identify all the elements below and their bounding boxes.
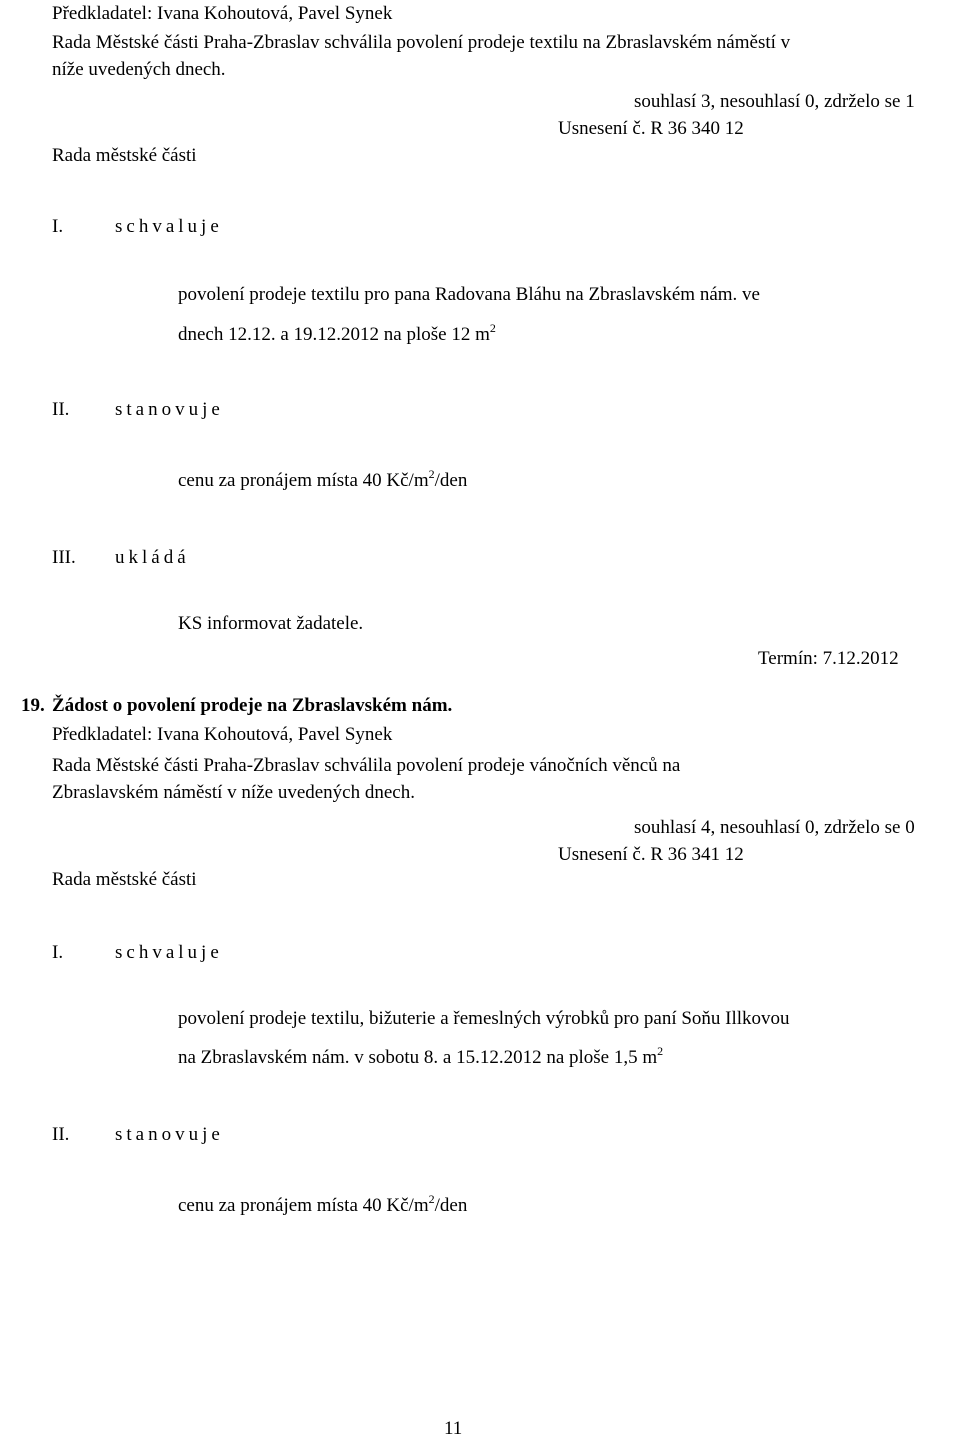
deadline: Termín: 7.12.2012 [758, 648, 899, 669]
section-number: III. [52, 547, 76, 568]
vote-result: souhlasí 3, nesouhlasí 0, zdrželo se 1 [634, 91, 915, 112]
council-label: Rada městské části [52, 869, 197, 890]
page-number: 11 [444, 1418, 463, 1439]
section-text: na Zbraslavském nám. v sobotu 8. a 15.12.2012 na ploše 1,5 $m^2$ [178, 1044, 664, 1068]
resolution-number: Usnesení č. R 36 341 12 [558, 844, 744, 865]
section-text: KS informovat žadatele. [178, 613, 364, 634]
proposer: Předkladatel: Ivana Kohoutová, Pavel Synek [52, 724, 393, 745]
item-number: 19. [21, 695, 45, 716]
section-verb: stanovuje [115, 1124, 224, 1145]
section-number: II. [52, 399, 70, 420]
intro-text-line: Zbraslavském náměstí v níže uvedených dnech. [52, 782, 415, 803]
section-text: dnech 12.12. a 19.12.2012 na ploše 12 $m^2$ [178, 321, 496, 345]
intro-text-line: Rada Městské části Praha-Zbraslav schválila povolení prodeje vánočních věnců na [52, 755, 681, 776]
section-number: I. [52, 942, 64, 963]
item-title: Žádost o povolení prodeje na Zbraslavském nám. [52, 695, 453, 716]
intro-text-line: níže uvedených dnech. [52, 59, 226, 80]
section-verb: ukládá [115, 547, 190, 568]
vote-result: souhlasí 4, nesouhlasí 0, zdrželo se 0 [634, 817, 915, 838]
section-verb: stanovuje [115, 399, 224, 420]
proposer: Předkladatel: Ivana Kohoutová, Pavel Synek [52, 3, 393, 24]
section-number: II. [52, 1124, 70, 1145]
section-text: cenu za pronájem místa 40 $Kč/m^2$/den [178, 467, 468, 491]
section-verb: schvaluje [115, 942, 223, 963]
section-number: I. [52, 216, 64, 237]
section-text: povolení prodeje textilu pro pana Radovana Bláhu na Zbraslavském nám. ve [178, 284, 760, 305]
council-label: Rada městské části [52, 145, 197, 166]
intro-text-line: Rada Městské části Praha-Zbraslav schválila povolení prodeje textilu na Zbraslavském náměstí v [52, 32, 791, 53]
resolution-number: Usnesení č. R 36 340 12 [558, 118, 744, 139]
section-text: cenu za pronájem místa 40 $Kč/m^2$/den [178, 1192, 468, 1216]
section-text: povolení prodeje textilu, bižuterie a řemeslných výrobků pro paní Soňu Illkovou [178, 1008, 790, 1029]
section-verb: schvaluje [115, 216, 223, 237]
